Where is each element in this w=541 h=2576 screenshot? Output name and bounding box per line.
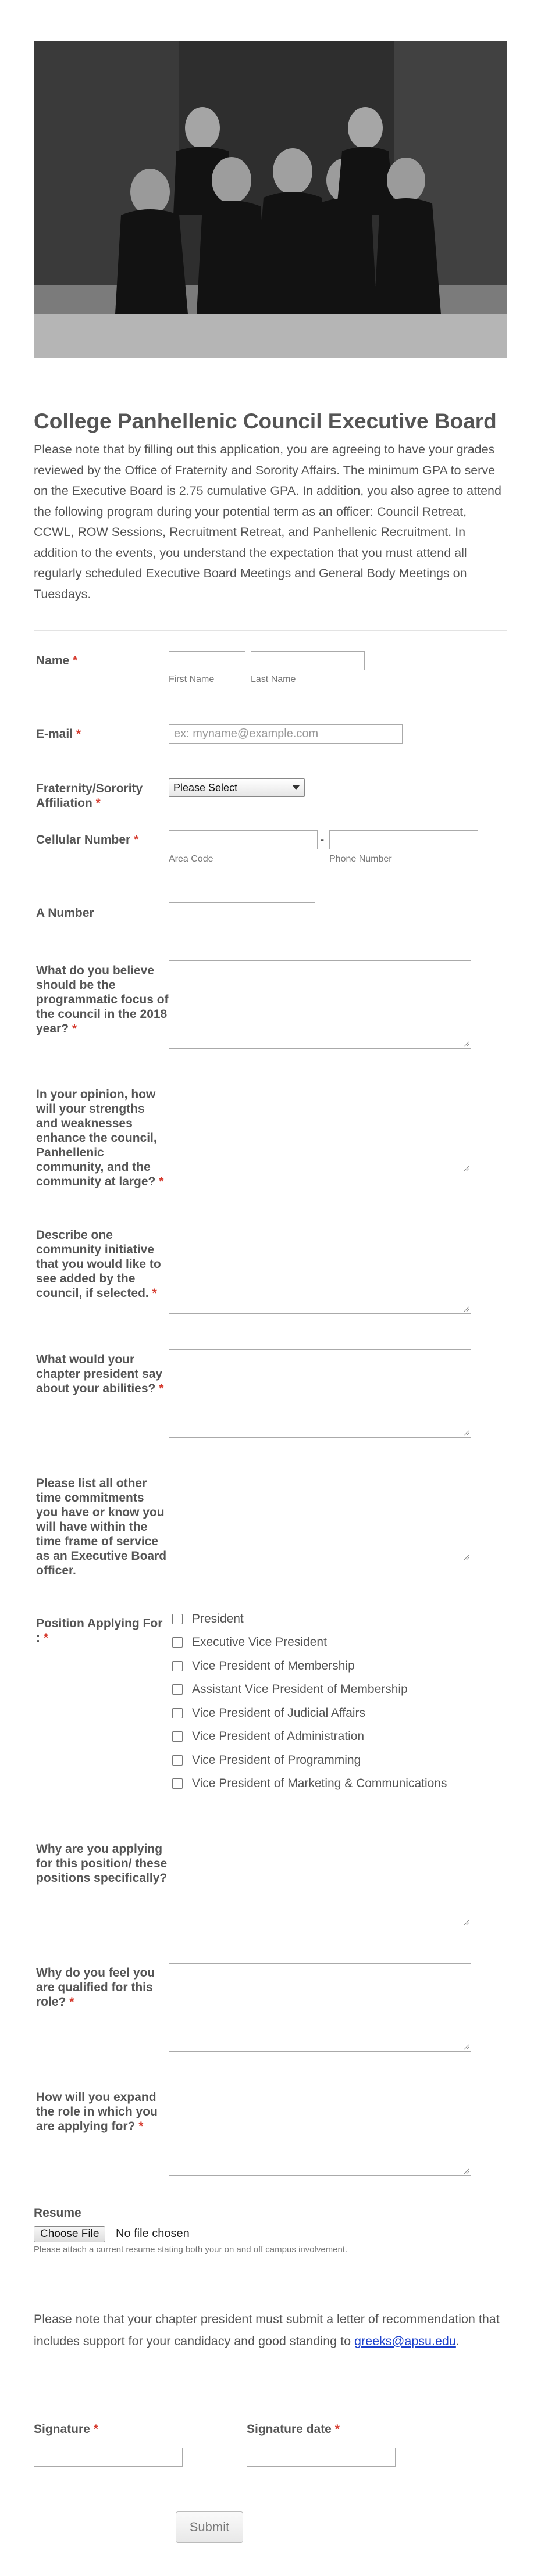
resize-grip-icon[interactable] xyxy=(464,1041,469,1047)
position-option[interactable] xyxy=(172,1728,364,1745)
required-mark: * xyxy=(159,1382,164,1395)
name-label-text: Name xyxy=(36,654,70,667)
email-label xyxy=(36,727,169,741)
position-option-label: Assistant Vice President of Membership xyxy=(192,1682,408,1696)
required-mark: * xyxy=(93,2423,98,2436)
phone-number-sublabel: Phone Number xyxy=(329,854,392,864)
signature-date-input[interactable] xyxy=(247,2448,396,2467)
last-name-sublabel: Last Name xyxy=(251,674,296,684)
area-code-sublabel: Area Code xyxy=(169,854,213,864)
commitments-question-label xyxy=(36,1476,169,1578)
required-mark: * xyxy=(43,1631,49,1645)
commitments-question-text: Please list all other time commitments you have or know you will have within the time frame of service as an Executive Board officer. xyxy=(36,1477,167,1577)
checkbox[interactable] xyxy=(172,1731,183,1742)
area-code-input[interactable] xyxy=(169,830,318,849)
email-placeholder: ex: myname@example.com xyxy=(174,727,319,740)
header-photo xyxy=(34,41,507,358)
position-option[interactable] xyxy=(172,1610,244,1628)
position-option[interactable] xyxy=(172,1657,355,1675)
qualified-textarea[interactable] xyxy=(169,1963,471,2052)
initiative-textarea[interactable] xyxy=(169,1226,471,1314)
recommendation-end: . xyxy=(455,2334,460,2348)
expand-question-label xyxy=(36,2090,169,2134)
why-question-label xyxy=(36,1842,169,1885)
position-option-label: Vice President of Judicial Affairs xyxy=(192,1706,366,1720)
last-name-input[interactable] xyxy=(251,651,365,670)
position-option-label: Vice President of Marketing & Communications xyxy=(192,1777,447,1790)
resize-grip-icon[interactable] xyxy=(464,2044,469,2050)
choose-file-button[interactable]: Choose File xyxy=(34,2226,105,2242)
email-label-text: E-mail xyxy=(36,727,73,741)
focus-question-label xyxy=(36,963,169,1036)
divider-intro xyxy=(34,630,507,631)
strengths-question-text: In your opinion, how will your strengths and weaknesses enhance the council, Panhellenic community, and the community at large? xyxy=(36,1088,157,1188)
positions-label xyxy=(36,1616,169,1645)
first-name-input[interactable] xyxy=(169,651,245,670)
required-mark: * xyxy=(72,1022,77,1035)
resize-grip-icon[interactable] xyxy=(464,1920,469,1925)
why-question-text: Why are you applying for this position/ these positions specifically? xyxy=(36,1842,168,1885)
affiliation-label xyxy=(36,781,169,810)
why-textarea[interactable] xyxy=(169,1839,471,1927)
required-mark: * xyxy=(95,796,101,810)
resume-label: Resume xyxy=(34,2206,81,2220)
strengths-textarea[interactable] xyxy=(169,1085,471,1173)
qualified-question-text: Why do you feel you are qualified for this role? xyxy=(36,1966,155,2009)
checkbox[interactable] xyxy=(172,1661,183,1671)
checkbox[interactable] xyxy=(172,1755,183,1766)
cell-label xyxy=(36,833,169,847)
name-label xyxy=(36,653,169,668)
position-option[interactable] xyxy=(172,1775,447,1792)
checkbox[interactable] xyxy=(172,1637,183,1648)
chevron-down-icon xyxy=(293,785,300,790)
form-title: College Panhellenic Council Executive Board xyxy=(34,409,497,433)
resume-hint: Please attach a current resume stating both your on and off campus involvement. xyxy=(34,2245,348,2255)
focus-textarea[interactable] xyxy=(169,960,471,1049)
signature-input[interactable] xyxy=(34,2448,183,2467)
resize-grip-icon[interactable] xyxy=(464,1555,469,1560)
position-option[interactable] xyxy=(172,1705,365,1722)
submit-button[interactable]: Submit xyxy=(176,2511,243,2543)
required-mark: * xyxy=(152,1287,157,1300)
signature-date-label xyxy=(247,2422,379,2436)
initiative-question-text: Describe one community initiative that you would like to see added by the council, if selected. xyxy=(36,1228,161,1300)
signature-label xyxy=(34,2422,166,2436)
president-question-label xyxy=(36,1352,169,1396)
file-status: No file chosen xyxy=(116,2227,190,2240)
affiliation-label-text: Fraternity/Sorority Affiliation xyxy=(36,782,143,810)
checkbox[interactable] xyxy=(172,1614,183,1624)
email-input[interactable] xyxy=(169,724,403,744)
a-number-label xyxy=(36,906,169,920)
resize-grip-icon[interactable] xyxy=(464,1430,469,1436)
signature-label-text: Signature xyxy=(34,2423,90,2436)
focus-question-text: What do you believe should be the programmatic focus of the council in the 2018 year? xyxy=(36,964,169,1035)
initiative-question-label xyxy=(36,1228,169,1300)
position-option-label: Vice President of Programming xyxy=(192,1753,361,1767)
first-name-sublabel: First Name xyxy=(169,674,215,684)
form-intro: Please note that by filling out this application, you are agreeing to have your grades reviewed by the Office of Fraternity and Sorority Affairs. The minimum GPA to serve on the Executive Board is 2.75 cumulative GPA. In addition, you also agree to attend the following program during your potential term as an officer: Council Retreat, CCWL, ROW Sessions, Recruitment Retreat, and Panhellenic Recruitment. In addition to the events, you understand the expectation that you must attend all regularly scheduled Executive Board Meetings and General Body Meetings on Tuesdays. xyxy=(34,442,501,601)
positions-label-text: Position Applying For : xyxy=(36,1617,163,1645)
position-option[interactable] xyxy=(172,1681,408,1698)
email-link[interactable]: greeks@apsu.edu xyxy=(354,2334,456,2348)
checkbox[interactable] xyxy=(172,1778,183,1789)
checkbox[interactable] xyxy=(172,1684,183,1695)
cell-label-text: Cellular Number xyxy=(36,833,131,846)
required-mark: * xyxy=(76,727,81,741)
checkbox[interactable] xyxy=(172,1708,183,1718)
president-question-text: What would your chapter president say about your abilities? xyxy=(36,1353,163,1395)
group-photo-image xyxy=(34,41,507,358)
required-mark: * xyxy=(159,1175,164,1188)
commitments-textarea[interactable] xyxy=(169,1474,471,1562)
a-number-input[interactable] xyxy=(169,902,315,921)
president-textarea[interactable] xyxy=(169,1349,471,1438)
expand-textarea[interactable] xyxy=(169,2088,471,2176)
required-mark: * xyxy=(69,1995,74,2009)
resize-grip-icon[interactable] xyxy=(464,1306,469,1312)
required-mark: * xyxy=(134,833,139,846)
qualified-question-label xyxy=(36,1966,169,2009)
recommendation-note xyxy=(34,2308,507,2352)
required-mark: * xyxy=(138,2120,144,2133)
resize-grip-icon[interactable] xyxy=(464,1166,469,1171)
expand-question-text: How will you expand the role in which you are applying for? xyxy=(36,2091,158,2133)
required-mark: * xyxy=(334,2423,340,2436)
strengths-question-label xyxy=(36,1087,169,1189)
affiliation-select[interactable] xyxy=(169,778,305,797)
required-mark: * xyxy=(73,654,78,667)
position-option-label: Vice President of Administration xyxy=(192,1730,365,1743)
position-option[interactable] xyxy=(172,1634,327,1651)
phone-separator: - xyxy=(320,832,325,846)
position-option-label: Executive Vice President xyxy=(192,1635,327,1649)
signature-date-label-text: Signature date xyxy=(247,2423,332,2436)
position-option[interactable] xyxy=(172,1752,361,1769)
a-number-label-text: A Number xyxy=(36,906,94,920)
position-option-label: President xyxy=(192,1612,244,1625)
affiliation-selected-value: Please Select xyxy=(173,782,238,794)
recommendation-text: Please note that your chapter president must submit a letter of recommendation that includes support for your candidacy and good standing to xyxy=(34,2312,500,2348)
resize-grip-icon[interactable] xyxy=(464,2168,469,2174)
position-option-label: Vice President of Membership xyxy=(192,1659,355,1673)
phone-number-input[interactable] xyxy=(329,830,478,849)
